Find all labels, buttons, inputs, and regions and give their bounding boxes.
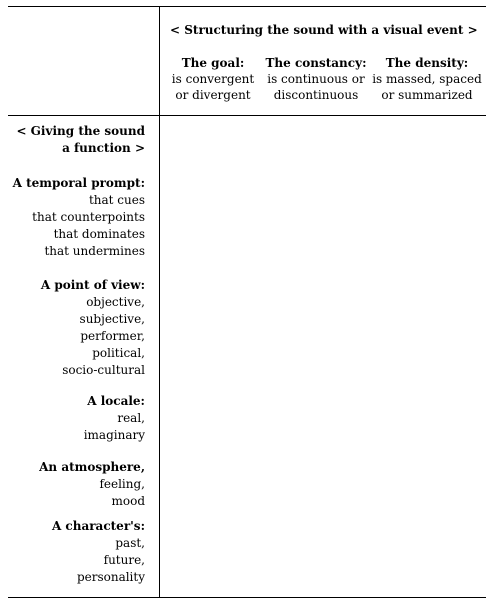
group-label: A temporal prompt:: [12, 176, 145, 190]
column-desc-line: or divergent: [175, 88, 251, 102]
column-desc-line: is continuous or: [267, 72, 365, 86]
group-item: objective,: [86, 295, 145, 309]
group-item: feeling,: [99, 477, 145, 491]
group-item: subjective,: [79, 312, 145, 326]
group-locale: [84, 393, 145, 444]
column-label-constancy: The constancy:: [265, 56, 367, 70]
column-desc-line: is convergent: [171, 72, 255, 86]
group-character: [52, 518, 145, 586]
column-header-goal: [158, 55, 268, 103]
group-item: performer,: [80, 329, 145, 343]
sidebar-title-line: < Giving the sound: [16, 124, 145, 138]
group-item: real,: [117, 411, 145, 425]
group-item: socio-cultural: [62, 363, 145, 377]
column-desc-line: or summarized: [381, 88, 473, 102]
header-bottom-rule: [8, 115, 486, 116]
group-item: future,: [103, 553, 145, 567]
group-item: imaginary: [83, 428, 145, 442]
group-item: that counterpoints: [32, 210, 145, 224]
group-item: that cues: [88, 193, 145, 207]
sidebar-title: [16, 123, 145, 157]
group-item: past,: [115, 536, 145, 550]
group-atmosphere: [39, 459, 145, 510]
group-item: mood: [111, 494, 145, 508]
column-header-density: [372, 55, 482, 103]
header-title: < Structuring the sound with a visual event >: [170, 23, 478, 37]
column-label-goal: The goal:: [181, 56, 245, 70]
group-point-of-view: [41, 277, 145, 379]
group-label: A character's:: [51, 519, 145, 533]
group-item: that dominates: [53, 227, 145, 241]
group-item: personality: [76, 570, 145, 584]
group-item: political,: [92, 346, 145, 360]
table-bottom-rule: [8, 597, 486, 598]
table-top-rule: [8, 6, 486, 7]
column-label-density: The density:: [385, 56, 469, 70]
column-header-constancy: [261, 55, 371, 103]
sidebar-title-line: a function >: [62, 141, 145, 155]
group-label: An atmosphere,: [39, 460, 145, 474]
group-item: that undermines: [44, 244, 145, 258]
group-label: A point of view:: [40, 278, 145, 292]
column-desc-line: is massed, spaced: [372, 72, 482, 86]
column-desc-line: discontinuous: [273, 88, 359, 102]
group-label: A locale:: [87, 394, 145, 408]
group-temporal-prompt: [13, 175, 145, 260]
